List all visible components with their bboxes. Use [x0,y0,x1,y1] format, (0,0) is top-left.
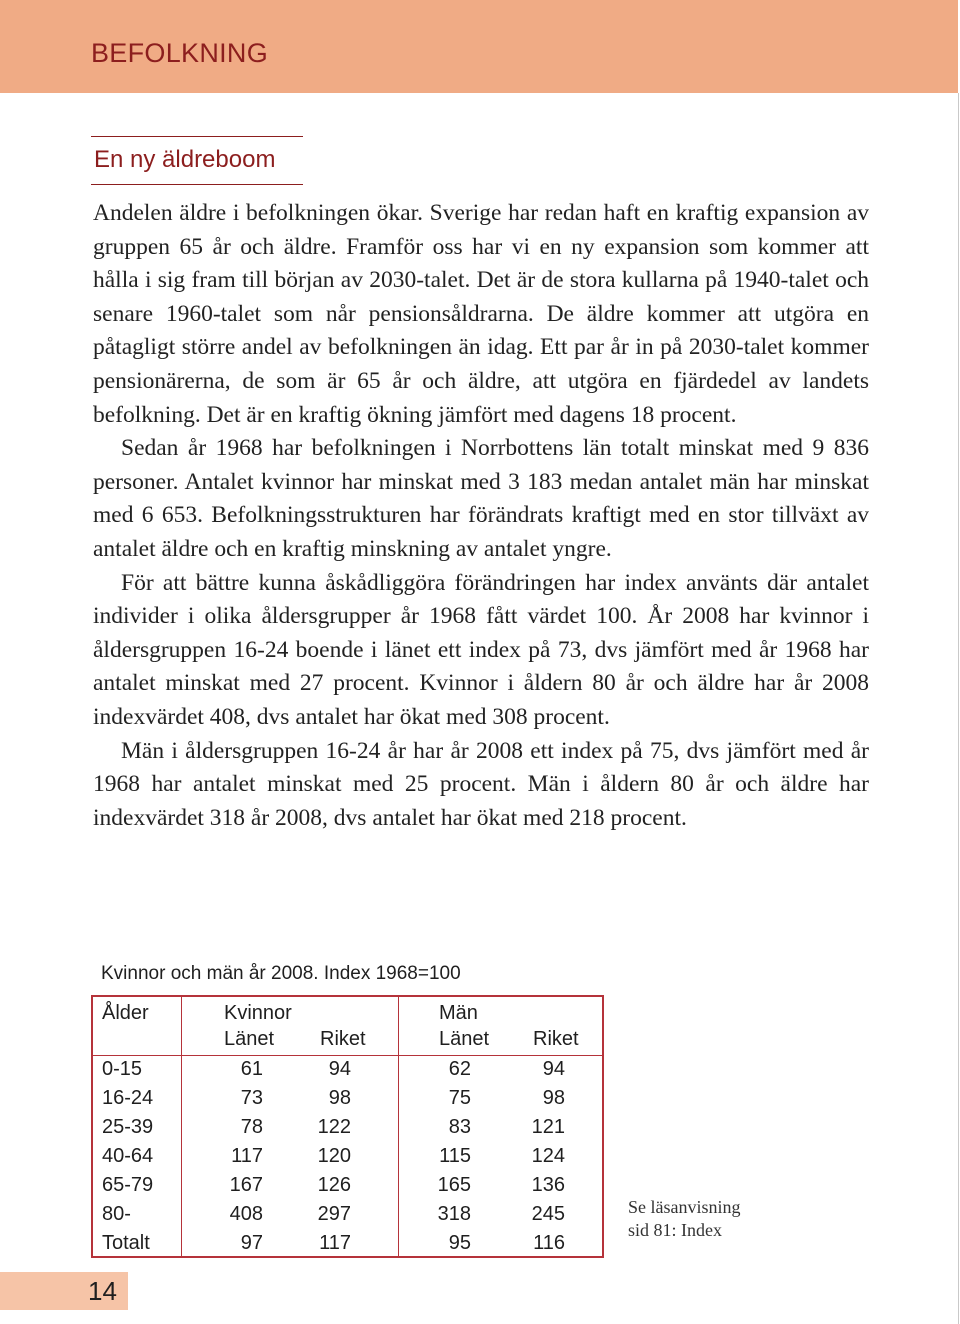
index-value-cell: 116 [533,1232,565,1254]
table-divider [93,1055,602,1056]
index-value-cell: 98 [542,1087,565,1109]
index-value-cell: 115 [439,1145,471,1167]
index-value-cell: 73 [240,1087,263,1109]
side-note-line: sid 81: Index [628,1220,722,1240]
body-text [93,197,869,835]
paragraph: För att bättre kunna åskådliggöra förändringen har index använts där antalet individer i olika åldersgrupper år 1968 fått värdet 100. År 2008 har kvinnor i åldersgruppen 16-24 boende i länet ett index på 73, dvs jämfört med år 1968 har antalet minskat med 27 procent. Kvinnor i åldern 80 år och äldre har år 2008 indexvärdet 408, dvs antalet har ökat med 308 procent. [93,569,869,730]
table-divider [398,997,399,1256]
section-title: En ny äldreboom [94,146,276,173]
header-women: Kvinnor [224,1002,292,1024]
index-value-cell: 95 [448,1232,471,1254]
index-value-cell: 61 [240,1058,263,1080]
age-group-cell: 65-79 [102,1174,154,1196]
index-value-cell: 117 [319,1232,351,1254]
index-value-cell: 122 [317,1116,351,1138]
paragraph: Män i åldersgruppen 16-24 år har år 2008 ett index på 75, dvs jämfört med år 1968 har antalet minskat med 25 procent. Män i åldern 80 år och äldre har indexvärdet 318 år 2008, dvs antalet har ökat med 218 procent. [93,737,869,831]
paragraph: Sedan år 1968 har befolkningen i Norrbottens län totalt minskat med 9 836 personer. Antalet kvinnor har minskat med 3 183 medan antalet män har minskat med 6 653. Befolkningsstrukturen har förändrats kraftigt med en stor tillväxt av antalet äldre och en kraftig minskning av antalet yngre. [93,435,869,562]
index-value-cell: 120 [317,1145,351,1167]
index-value-cell: 78 [240,1116,263,1138]
page-number: 14 [88,1276,117,1306]
index-value-cell: 318 [437,1203,471,1225]
index-value-cell: 408 [229,1203,263,1225]
table-divider [181,997,182,1256]
side-note [628,1196,741,1242]
header-men-lan: Länet [439,1028,490,1050]
index-value-cell: 245 [531,1203,565,1225]
index-value-cell: 126 [317,1174,351,1196]
age-group-cell: 25-39 [102,1116,154,1138]
header-age: Ålder [102,1002,149,1024]
index-value-cell: 117 [231,1145,263,1167]
index-value-cell: 97 [240,1232,263,1254]
age-group-cell: 0-15 [102,1058,143,1080]
page-edge-rule [958,93,959,1324]
index-value-cell: 124 [531,1145,565,1167]
age-group-cell: 80- [102,1203,131,1225]
chapter-title: BEFOLKNING [91,38,269,68]
header-women-lan: Länet [224,1028,275,1050]
index-table [91,995,604,1258]
index-value-cell: 94 [328,1058,351,1080]
index-value-cell: 62 [448,1058,471,1080]
header-women-riket: Riket [320,1028,366,1050]
index-value-cell: 83 [448,1116,471,1138]
age-group-cell: Totalt [102,1232,150,1254]
section-heading-box [91,136,303,185]
side-note-line: Se läsanvisning [628,1197,741,1217]
index-value-cell: 121 [531,1116,565,1138]
index-value-cell: 165 [437,1174,471,1196]
header-men-riket: Riket [533,1028,579,1050]
index-value-cell: 136 [531,1174,565,1196]
age-group-cell: 40-64 [102,1145,154,1167]
index-value-cell: 297 [317,1203,351,1225]
index-value-cell: 98 [328,1087,351,1109]
index-value-cell: 75 [448,1087,471,1109]
age-group-cell: 16-24 [102,1087,154,1109]
header-men: Män [439,1002,478,1024]
index-value-cell: 167 [229,1174,263,1196]
index-value-cell: 94 [542,1058,565,1080]
table-caption: Kvinnor och män år 2008. Index 1968=100 [101,963,461,984]
paragraph: Andelen äldre i befolkningen ökar. Sverige har redan haft en kraftig expansion av gruppen 65 år och äldre. Framför oss har vi en ny expansion som kommer att hålla i sig fram till början av 2030-talet. Det är de stora kullarna på 1940-talet och senare 1960-talet som når pensionsåldrarna. De äldre kommer att utgöra en påtagligt större andel av befolkningen än idag. Ett par år in på 2030-talet kommer pensionärerna, de som är 65 år och äldre, att utgöra en fjärdedel av landets befolkning. Det är en kraftig ökning jämfört med dagens 18 procent. [93,200,869,428]
